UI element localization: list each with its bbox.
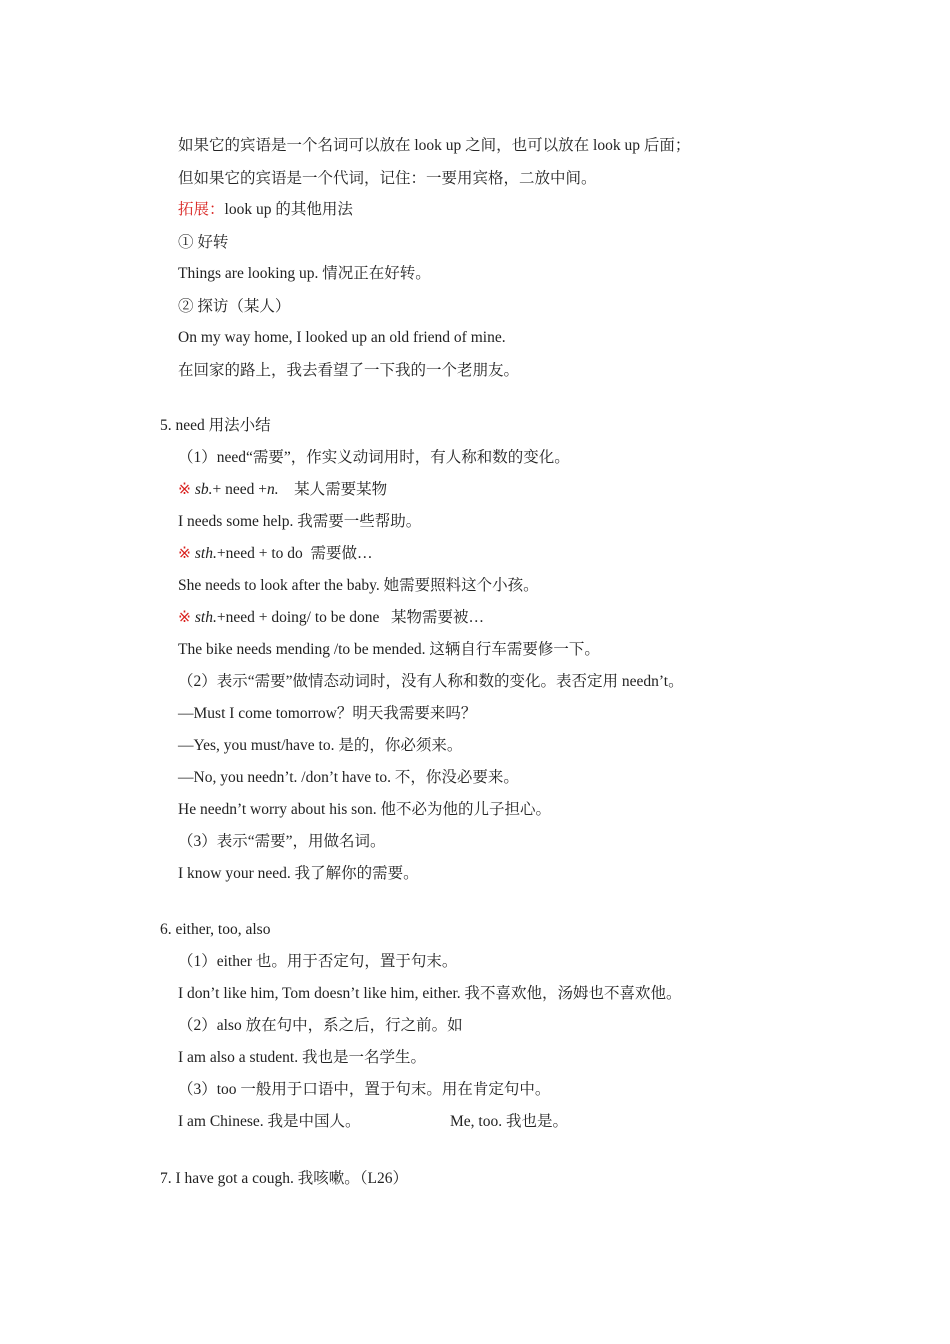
text-line: 在回家的路上，我去看望了一下我的一个老朋友。: [178, 362, 520, 379]
text-line: She needs to look after the baby. 她需要照料这个小孩。: [178, 577, 539, 594]
text-line: I know your need. 我了解你的需要。: [178, 865, 419, 882]
text-line: I am Chinese. 我是中国人。: [178, 1113, 361, 1130]
text-line: ② 探访（某人）: [178, 298, 291, 315]
reference-mark: ※: [178, 609, 191, 626]
text-span: sb.: [191, 481, 213, 498]
section-heading: 7. I have got a cough. 我咳嗽。（L26）: [160, 1170, 408, 1187]
text-line: The bike needs mending /to be mended. 这辆自行车需要修一下。: [178, 641, 600, 658]
text-line: —Yes, you must/have to. 是的，你必须来。: [178, 737, 463, 754]
text-line: （2）also 放在句中，系之后，行之前。如: [178, 1017, 463, 1034]
text-line: I don’t like him, Tom doesn’t like him, either. 我不喜欢他，汤姆也不喜欢他。: [178, 985, 682, 1002]
text-line: [178, 480, 387, 500]
extension-label: 拓展：: [178, 201, 225, 218]
text-line: ① 好转: [178, 234, 229, 251]
text-line: 但如果它的宾语是一个代词，记住：一要用宾格，二放中间。: [178, 170, 597, 187]
text-line: [178, 608, 484, 628]
reference-mark: ※: [178, 481, 191, 498]
text-span: + need +: [212, 481, 268, 498]
text-span: look up 的其他用法: [224, 201, 353, 218]
text-span: +need + doing/ to be done 某物需要被…: [216, 609, 485, 626]
text-line: On my way home, I looked up an old friend of mine.: [178, 329, 506, 346]
text-line: I needs some help. 我需要一些帮助。: [178, 513, 422, 530]
section-heading: 5. need 用法小结: [160, 417, 271, 434]
text-line: [178, 200, 353, 220]
text-line: Me, too. 我也是。: [450, 1113, 568, 1130]
text-span: n.: [267, 481, 279, 498]
text-span: 某人需要某物: [278, 481, 388, 498]
text-line: （3）表示“需要”，用做名词。: [178, 833, 386, 850]
reference-mark: ※: [178, 545, 191, 562]
text-span: +need + to do 需要做…: [216, 545, 373, 562]
text-line: I am also a student. 我也是一名学生。: [178, 1049, 426, 1066]
text-line: [178, 544, 373, 564]
text-line: Things are looking up. 情况正在好转。: [178, 265, 431, 282]
text-line: He needn’t worry about his son. 他不必为他的儿子担心。: [178, 801, 551, 818]
text-line: —Must I come tomorrow？明天我需要来吗？: [178, 705, 477, 722]
text-line: （1）either 也。用于否定句，置于句末。: [178, 953, 458, 970]
text-line: （3）too 一般用于口语中，置于句末。用在肯定句中。: [178, 1081, 551, 1098]
text-span: sth.: [191, 609, 217, 626]
section-heading: 6. either, too, also: [160, 921, 271, 938]
text-line: 如果它的宾语是一个名词可以放在 look up 之间，也可以放在 look up 后面；: [178, 137, 691, 154]
text-line: —No, you needn’t. /don’t have to. 不，你没必要来。: [178, 769, 519, 786]
text-line: （2）表示“需要”做情态动词时，没有人称和数的变化。表否定用 needn’t。: [178, 673, 684, 690]
text-span: sth.: [191, 545, 217, 562]
text-line: （1）need“需要”，作实义动词用时，有人称和数的变化。: [178, 449, 570, 466]
